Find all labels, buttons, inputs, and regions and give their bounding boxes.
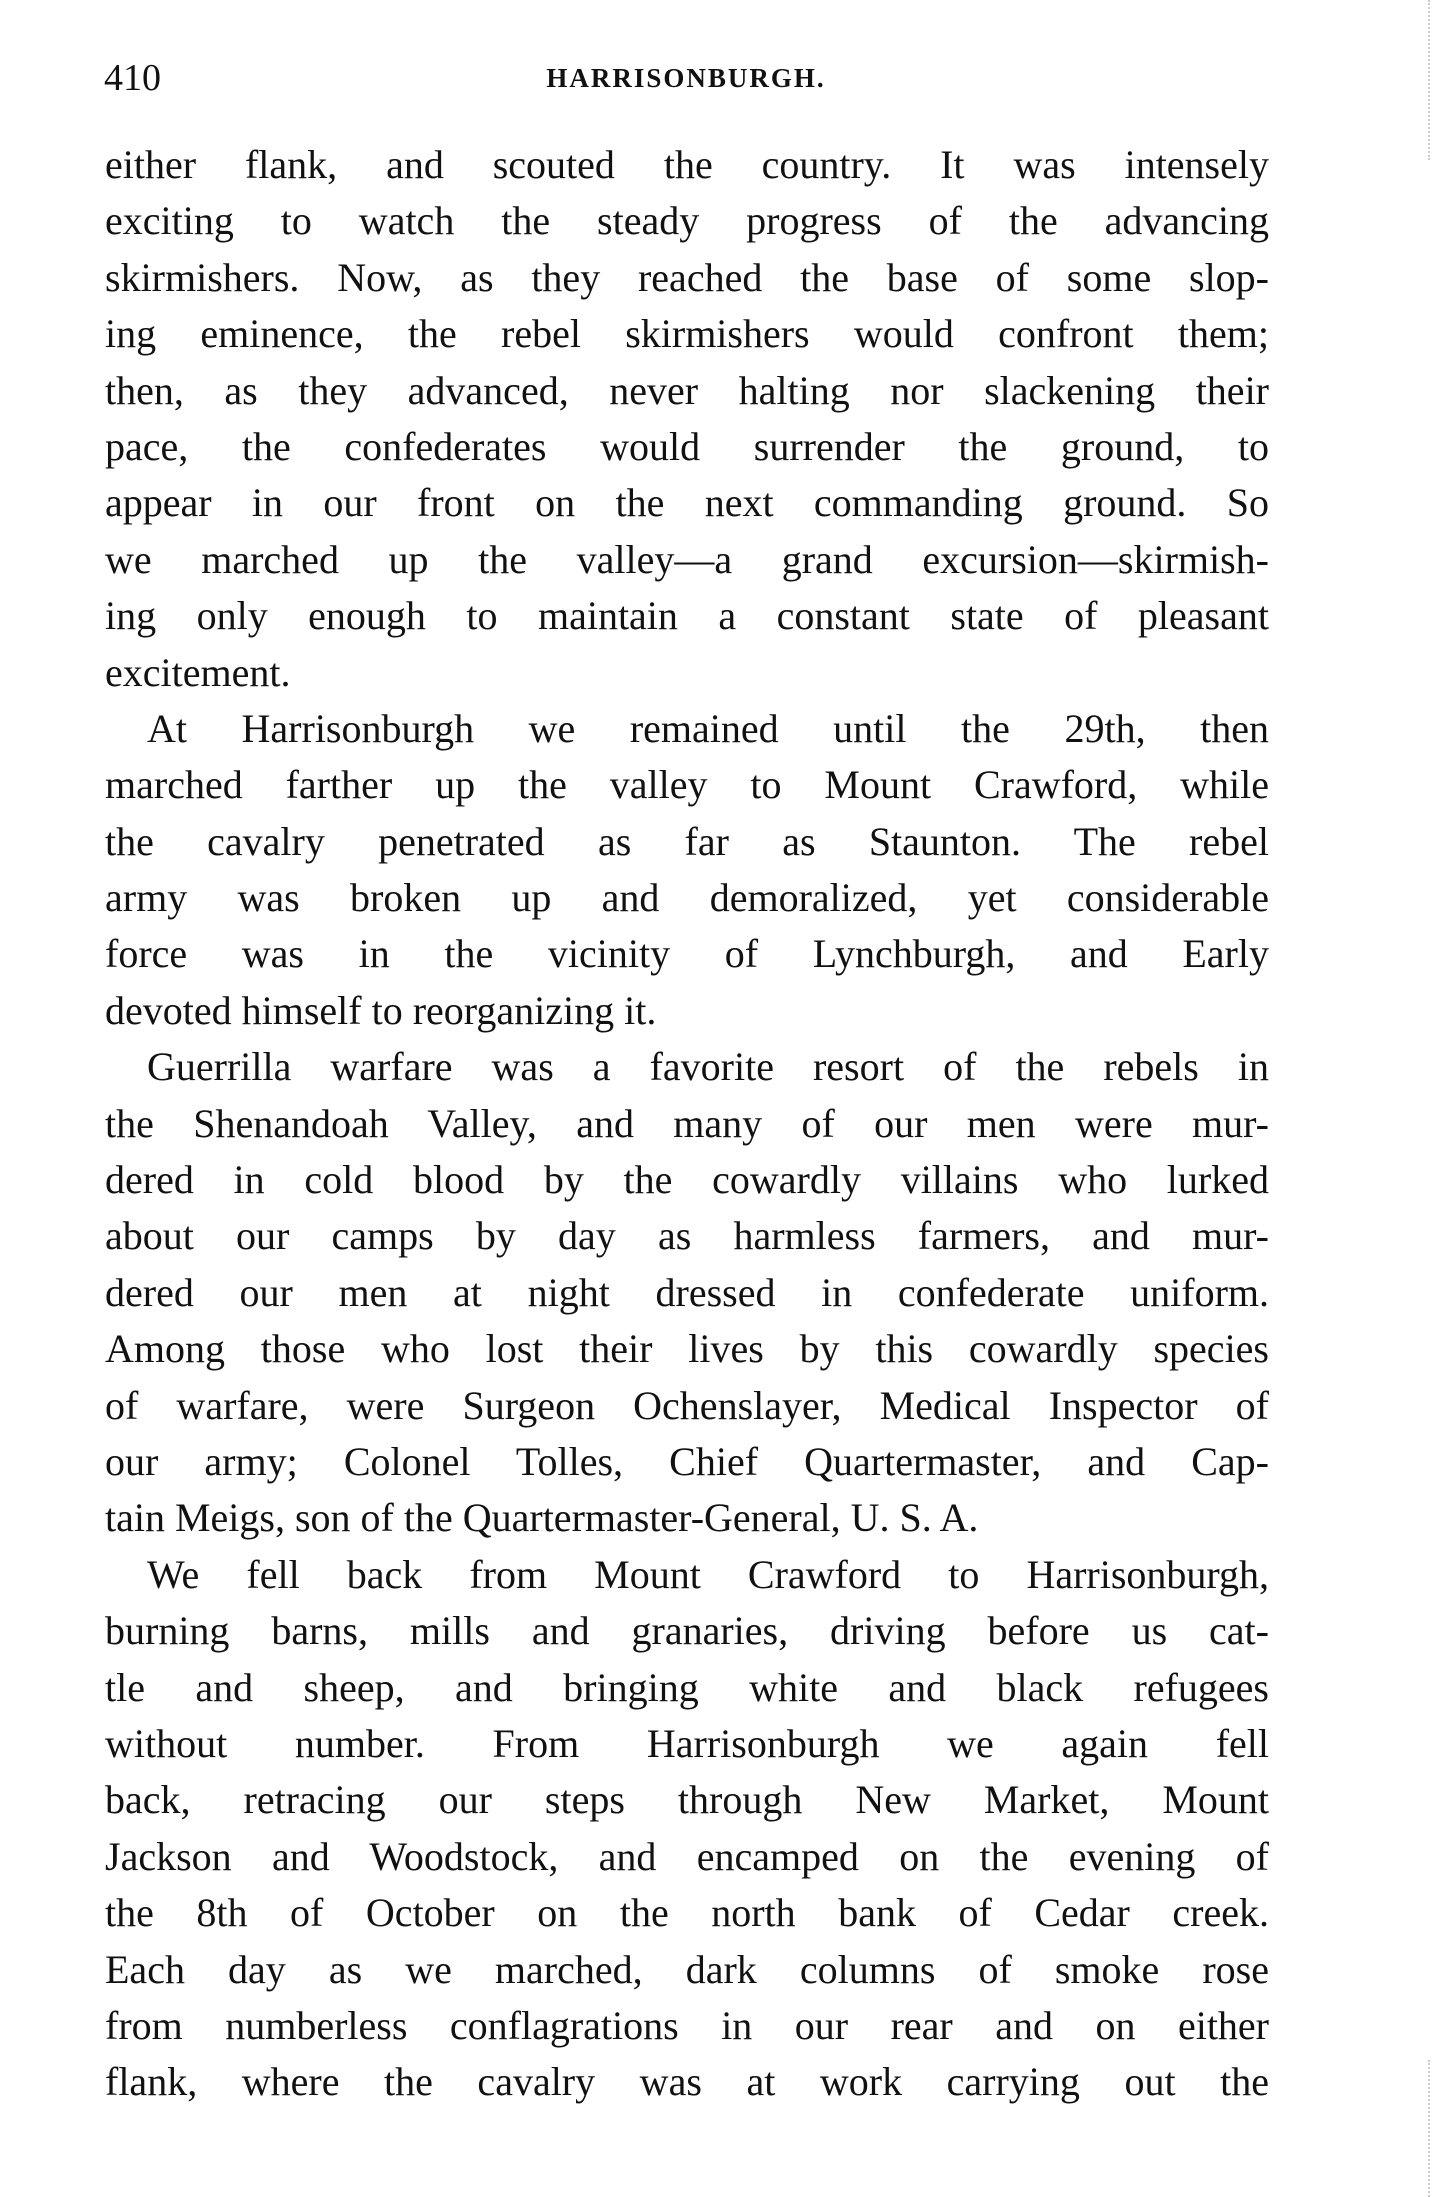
text-line: back, retracing our steps through New Market, Mount (105, 1777, 1269, 1823)
text-line: appear in our front on the next commanding ground. So (105, 480, 1269, 526)
page-body-text (105, 137, 1269, 2111)
text-line: the Shenandoah Valley, and many of our men were mur- (105, 1100, 1269, 1146)
text-line: dered our men at night dressed in confederate uniform. (105, 1269, 1269, 1315)
text-line: army was broken up and demoralized, yet considerable (105, 875, 1269, 921)
paragraph-start-line: At Harrisonburgh we remained until the 29th, then (147, 705, 1269, 751)
paragraph-start-line: Guerrilla warfare was a favorite resort of the rebels in (147, 1044, 1269, 1090)
text-line: dered in cold blood by the cowardly villains who lurked (105, 1157, 1269, 1203)
text-line: our army; Colonel Tolles, Chief Quartermaster, and Cap- (105, 1438, 1269, 1484)
text-line: marched farther up the valley to Mount Crawford, while (105, 762, 1269, 808)
text-line: force was in the vicinity of Lynchburgh, and Early (105, 931, 1269, 977)
text-line: tain Meigs, son of the Quartermaster-General, U. S. A. (105, 1495, 979, 1541)
scan-edge-speckle (1428, 2060, 1436, 2197)
text-line: the cavalry penetrated as far as Staunton. The rebel (105, 818, 1269, 864)
text-line: ing eminence, the rebel skirmishers would confront them; (105, 311, 1269, 357)
text-line: skirmishers. Now, as they reached the base of some slop- (105, 254, 1269, 300)
text-line: then, as they advanced, never halting nor slackening their (105, 367, 1269, 413)
text-line: flank, where the cavalry was at work carrying out the (105, 2059, 1269, 2105)
text-line: Each day as we marched, dark columns of smoke rose (105, 1946, 1269, 1992)
paragraph-start-line: We fell back from Mount Crawford to Harrisonburgh, (147, 1551, 1269, 1597)
text-line: the 8th of October on the north bank of Cedar creek. (105, 1890, 1269, 1936)
text-line: devoted himself to reorganizing it. (105, 987, 657, 1033)
text-line: Jackson and Woodstock, and encamped on the evening of (105, 1833, 1269, 1879)
text-line: Among those who lost their lives by this cowardly species (105, 1326, 1269, 1372)
text-line: either flank, and scouted the country. It was intensely (105, 142, 1269, 187)
text-line: from numberless conflagrations in our rear and on either (105, 2002, 1269, 2048)
text-line: without number. From Harrisonburgh we again fell (105, 1720, 1269, 1766)
text-line: burning barns, mills and granaries, driving before us cat- (105, 1608, 1269, 1654)
text-line: excitement. (105, 649, 291, 695)
page-number: 410 (104, 57, 161, 99)
text-line: we marched up the valley—a grand excursion—skirmish- (105, 536, 1269, 582)
text-line: pace, the confederates would surrender the ground, to (105, 423, 1269, 469)
running-title: HARRISONBURGH. (546, 63, 826, 93)
text-line: exciting to watch the steady progress of the advancing (105, 198, 1269, 244)
text-line: of warfare, were Surgeon Ochenslayer, Medical Inspector of (105, 1382, 1269, 1428)
text-line: tle and sheep, and bringing white and black refugees (105, 1664, 1269, 1710)
scan-edge-speckle (1428, 0, 1436, 160)
text-line: ing only enough to maintain a constant state of pleasant (105, 593, 1269, 639)
text-line: about our camps by day as harmless farmers, and mur- (105, 1213, 1269, 1259)
